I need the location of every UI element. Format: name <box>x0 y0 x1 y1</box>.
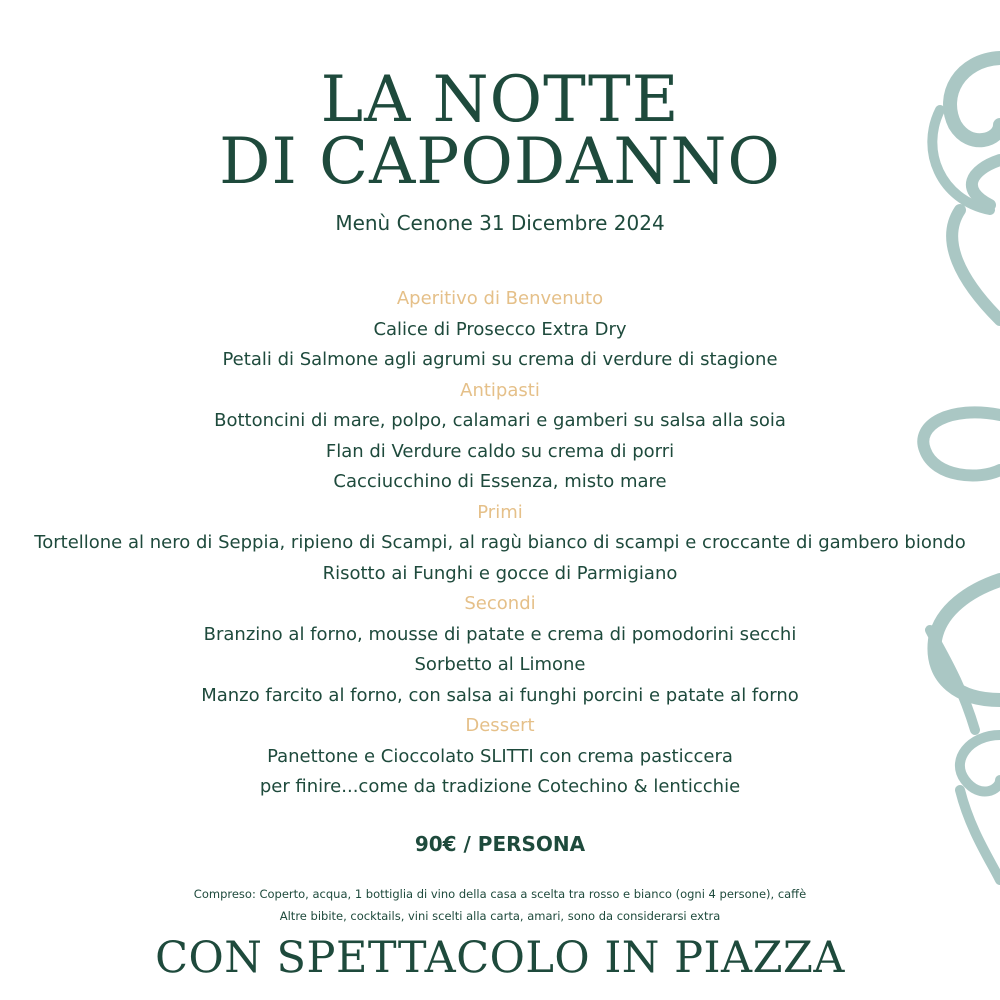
section-heading: Primi <box>477 501 523 523</box>
title-line-1: LA NOTTE <box>320 63 680 137</box>
menu-item: Bottoncini di mare, polpo, calamari e gamberi su salsa alla soia <box>214 410 786 431</box>
menu-item: per finire...come da tradizione Cotechino & lenticchie <box>259 776 741 797</box>
section-heading: Secondi <box>464 593 536 614</box>
menu-item: Manzo farcito al forno, con salsa ai funghi porcini e patate al forno <box>201 684 799 706</box>
menu-item: Panettone e Cioccolato SLITTI con crema pasticcera <box>267 745 733 767</box>
section-heading: Antipasti <box>460 379 540 401</box>
title-line-2: DI CAPODANNO <box>219 125 781 199</box>
included-note: Compreso: Coperto, acqua, 1 bottiglia di vino della casa a scelta tra rosso e bianco (ogni 4 persone), caffè <box>193 887 807 901</box>
menu-item: Flan di Verdure caldo su crema di porri <box>325 440 675 462</box>
menu-item: Petali di Salmone agli agrumi su crema di verdure di stagione <box>222 349 778 370</box>
menu-item: Risotto ai Funghi e gocce di Parmigiano <box>322 562 678 584</box>
menu-item: Cacciucchino di Essenza, misto mare <box>333 471 667 492</box>
menu-item: Tortellone al nero di Seppia, ripieno di Scampi, al ragù bianco di scampi e croccante di gambero biondo <box>34 532 966 553</box>
extras-note: Altre bibite, cocktails, vini scelti alla carta, amari, sono da considerarsi extra <box>279 909 721 923</box>
price-label: 90€ / PERSONA <box>414 832 586 856</box>
menu-list <box>0 284 1000 803</box>
footer-banner: CON SPETTACOLO IN PIAZZA <box>155 933 845 983</box>
menu-item: Sorbetto al Limone <box>414 654 586 675</box>
menu-item: Calice di Prosecco Extra Dry <box>373 318 627 340</box>
section-heading: Aperitivo di Benvenuto <box>396 288 604 309</box>
section-heading: Dessert <box>465 715 535 736</box>
menu-subtitle: Menù Cenone 31 Dicembre 2024 <box>335 211 665 235</box>
menu-item: Branzino al forno, mousse di patate e crema di pomodorini secchi <box>203 623 797 645</box>
